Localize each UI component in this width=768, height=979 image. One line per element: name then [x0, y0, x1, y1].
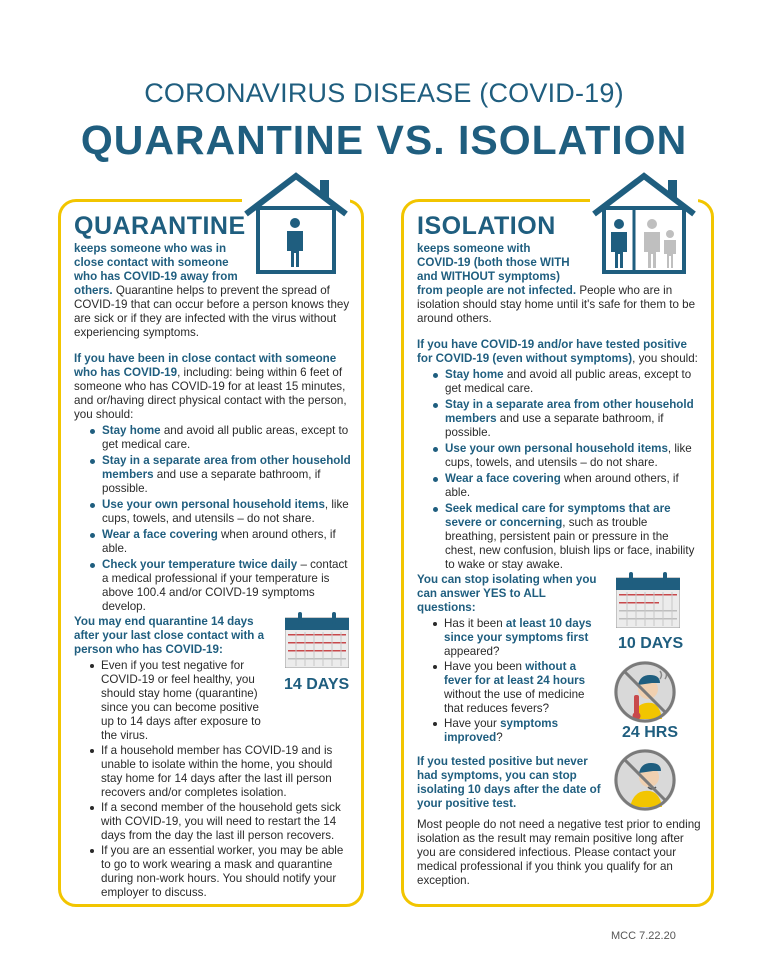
list-item: Stay home and avoid all public areas, except to get medical care. [433, 368, 702, 396]
isolation-lead-3: and WITHOUT symptoms) [417, 270, 560, 283]
subtitle: CORONAVIRUS DISEASE (COVID-19) [144, 78, 624, 108]
list-item: Seek medical care for symptoms that are severe or concerning, such as trouble breathing, persistent pain or pressure in the chest, new confusion, bluish lips or face, inability to wake or stay awake. [433, 502, 702, 572]
quarantine-title: QUARANTINE [74, 212, 246, 240]
isolation-days-label: 10 DAYS [618, 635, 684, 652]
list-item: Has it been at least 10 days since your symptoms first appeared? [433, 617, 607, 659]
isolation-bullet-list [417, 368, 702, 572]
list-item: If a household member has COVID-19 and is unable to isolate within the home, you should stay home for 14 days after the last ill person recovers and/or completes isolation. [90, 744, 354, 800]
list-item: Use your own personal household items, like cups, towels, and utensils – do not share. [90, 498, 352, 526]
list-item: If you are an essential worker, you may be able to go to work wearing a mask and quarantine during non-work hours. You should notify your employer to discuss. [90, 844, 354, 900]
isolation-footnote: Most people do not need a negative test prior to ending isolation as the result may remain positive long after you are considered infectious. Please contact your medical professional if you think you qualify for an exception. [417, 818, 701, 887]
list-item: Stay home and avoid all public areas, except to get medical care. [90, 424, 352, 452]
list-item: Wear a face covering when around others, if able. [433, 472, 702, 500]
list-item: Stay in a separate area from other household members and use a separate bathroom, if possible. [90, 454, 352, 496]
quarantine-lead-2: close contact with someone [74, 256, 229, 269]
isolation-lead-rest: People who are in isolation should stay home until it's safe for them to be around others. [417, 284, 696, 325]
isolation-body [417, 242, 702, 574]
quarantine-contact-rest: , including: being within 6 feet of someone who has COVID-19 for at least 15 minutes, and or/having direct physical contact with the person, you should: [74, 366, 347, 421]
list-item: Even if you test negative for COVID-19 or feel healthy, you should stay home (quarantine) since you can become positive up to 14 days after exposure to the virus. [90, 659, 261, 743]
isolation-lead-1: keeps someone with [417, 242, 531, 255]
calendar-icon [616, 572, 680, 628]
quarantine-bullet-list [74, 424, 352, 614]
list-item: Wear a face covering when around others, if able. [90, 528, 352, 556]
quarantine-end-section [74, 615, 274, 657]
quarantine-end-heading: You may end quarantine 14 days after your last close contact with a person who has COVID-19: [74, 615, 265, 656]
list-item: Have you been without a fever for at least 24 hours without the use of medicine that reduces fevers? [433, 660, 607, 716]
quarantine-lead-3: who has COVID-19 away from [74, 270, 238, 283]
page-title: QUARANTINE VS. ISOLATION [80, 117, 688, 163]
quarantine-body [74, 242, 352, 616]
list-item: If a second member of the household gets sick with COVID-19, you will need to restart the 14 days from the day the last ill person recovers. [90, 801, 354, 843]
document-code: MCC 7.22.20 [611, 930, 676, 942]
no-symptoms-person-icon [612, 747, 678, 813]
quarantine-contact-heading: If you have been in close contact with someone who has COVID-19 [74, 352, 337, 379]
isolation-lead-2: COVID-19 (both those WITH [417, 256, 570, 269]
isolation-stop-section [417, 573, 607, 811]
list-item: Stay in a separate area from other household members and use a separate bathroom, if possible. [433, 398, 702, 440]
isolation-title: ISOLATION [417, 212, 556, 240]
isolation-positive-rest: , you should: [632, 352, 698, 365]
no-fever-thermometer-icon [612, 659, 678, 725]
isolation-lead-4: from people are not infected. [417, 284, 577, 297]
calendar-icon [285, 612, 349, 668]
quarantine-lead-4: others. [74, 284, 113, 297]
isolation-stop-heading: You can stop isolating when you can answer YES to ALL questions: [417, 573, 597, 614]
list-item: Use your own personal household items, like cups, towels, and utensils – do not share. [433, 442, 702, 470]
isolation-positive-heading: If you have COVID-19 and/or have tested positive for COVID-19 (even without symptoms) [417, 338, 687, 365]
list-item: Have your symptoms improved? [433, 717, 607, 745]
isolation-tested-heading: If you tested positive but never had symptoms, you can stop isolating 10 days after the date of your positive test. [417, 755, 601, 810]
list-item: Check your temperature twice daily – contact a medical professional if your temperature is above 100.4 and/or COIVD-19 symptoms develop. [90, 558, 352, 614]
quarantine-lead-1: keeps someone who was in [74, 242, 227, 255]
isolation-hours-label: 24 HRS [622, 724, 679, 741]
quarantine-days-label: 14 DAYS [284, 676, 350, 693]
quarantine-lead-rest: Quarantine helps to prevent the spread of COVID-19 that can occur before a person knows they are sick or if they are infected with the virus without experiencing symptoms. [74, 284, 350, 339]
